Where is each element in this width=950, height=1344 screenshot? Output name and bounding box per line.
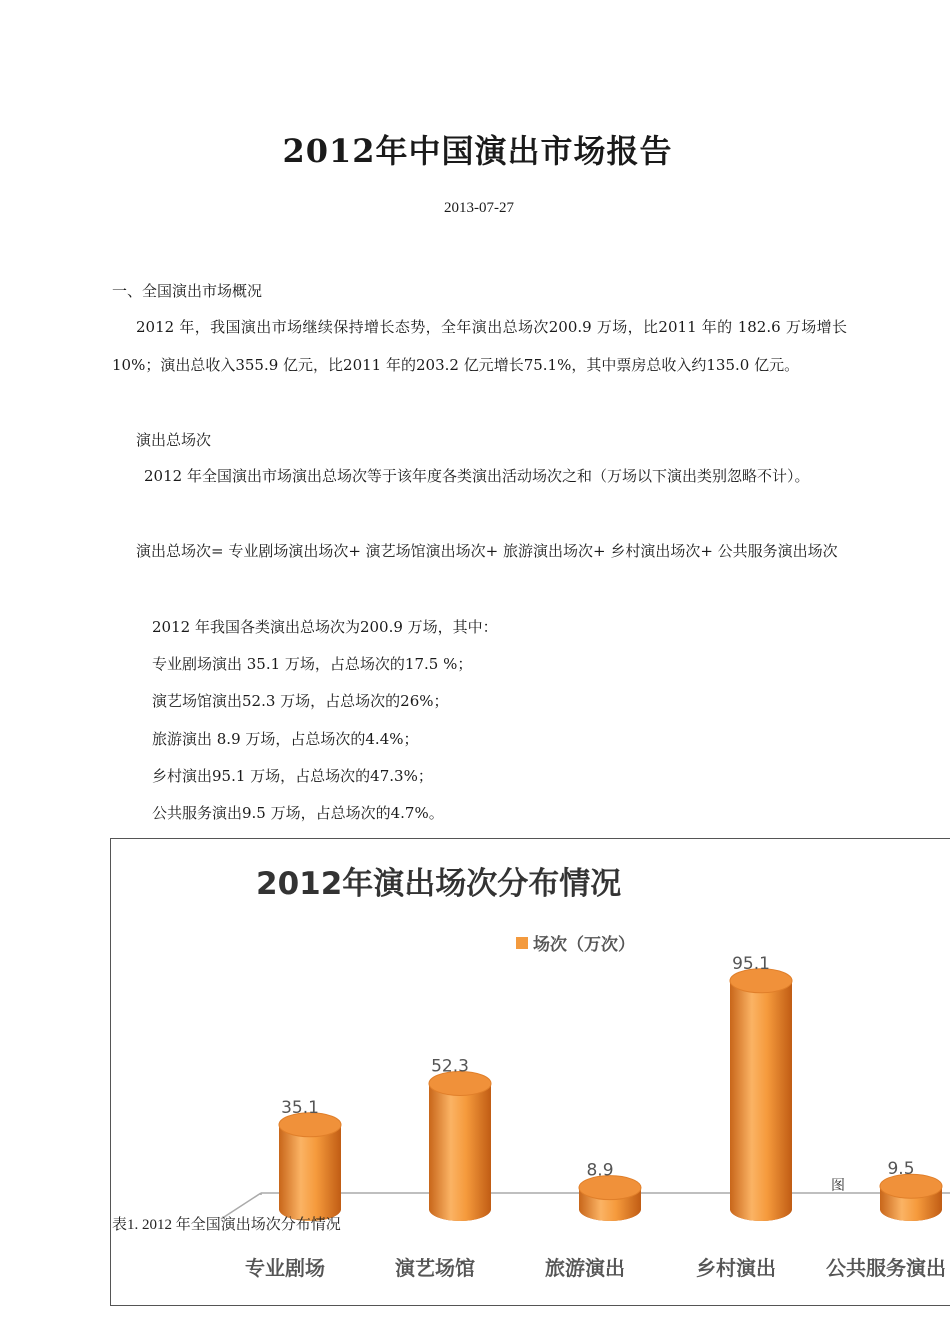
breakdown-item: 乡村演出95.1 万场，占总场次的47.3%； — [152, 767, 433, 785]
subheading-total-shows: 演出总场次 — [136, 431, 212, 449]
legend-label: 场次（万次） — [533, 935, 635, 955]
bar-body — [279, 1125, 341, 1209]
data-label: 35.1 — [281, 1097, 319, 1118]
category-label: 旅游演出 — [545, 1256, 625, 1280]
chart-frame — [110, 838, 950, 1306]
breakdown-item: 演艺场馆演出52.3 万场，占总场次的26%； — [152, 692, 449, 710]
bar — [279, 1113, 341, 1221]
bar — [880, 1174, 942, 1221]
definition-paragraph: 2012 年全国演出市场演出总场次等于该年度各类演出活动场次之和（万场以下演出类别忽略不计）。 — [144, 467, 810, 485]
bar-bottom-cap — [579, 1197, 641, 1221]
section-heading: 一、全国演出市场概况 — [112, 282, 263, 300]
overview-paragraph: 2012 年，我国演出市场继续保持增长态势，全年演出总场次200.9 万场，比2011 年的 182.6 万场增长10%；演出总收入355.9 亿元，比2011 年的203.2 亿元增长75.1%，其中票房总收入约135.0 亿元。 — [112, 318, 847, 374]
data-label: 52.3 — [431, 1056, 469, 1077]
bar-body — [429, 1083, 491, 1209]
breakdown-intro: 2012 年我国各类演出总场次为200.9 万场，其中： — [152, 618, 498, 636]
legend-swatch — [516, 937, 528, 949]
bar-bottom-cap — [730, 1197, 792, 1221]
bar-chart — [111, 839, 950, 1306]
bar-body — [730, 981, 792, 1209]
breakdown-item: 专业剧场演出 35.1 万场，占总场次的17.5 %； — [152, 655, 473, 673]
chart-title: 2012年演出场次分布情况 — [256, 866, 622, 902]
figure-caption: 表1. 2012 年全国演出场次分布情况 — [112, 1217, 341, 1233]
document-title: 2012年中国演出市场报告 — [282, 132, 673, 170]
category-label: 乡村演出 — [696, 1256, 776, 1280]
data-label: 95.1 — [732, 953, 770, 974]
bar-bottom-cap — [429, 1197, 491, 1221]
breakdown-item: 公共服务演出9.5 万场，占总场次的4.7%。 — [152, 804, 444, 822]
bar-bottom-cap — [880, 1197, 942, 1221]
bar — [730, 969, 792, 1221]
category-label: 专业剧场 — [245, 1256, 325, 1280]
document-date: 2013-07-27 — [444, 200, 514, 216]
bar — [429, 1071, 491, 1221]
data-label: 8.9 — [586, 1160, 614, 1181]
category-label: 演艺场馆 — [395, 1256, 475, 1280]
category-label: 公共服务演出 — [826, 1256, 946, 1280]
formula-paragraph: 演出总场次= 专业剧场演出场次+ 演艺场馆演出场次+ 旅游演出场次+ 乡村演出场次+ 公共服务演出场次 — [136, 542, 838, 560]
category-labels — [245, 1256, 946, 1280]
bar — [579, 1176, 641, 1221]
figure-mark: 图 — [831, 1178, 845, 1194]
breakdown-item: 旅游演出 8.9 万场，占总场次的4.4%； — [152, 730, 419, 748]
data-label: 9.5 — [887, 1159, 915, 1180]
